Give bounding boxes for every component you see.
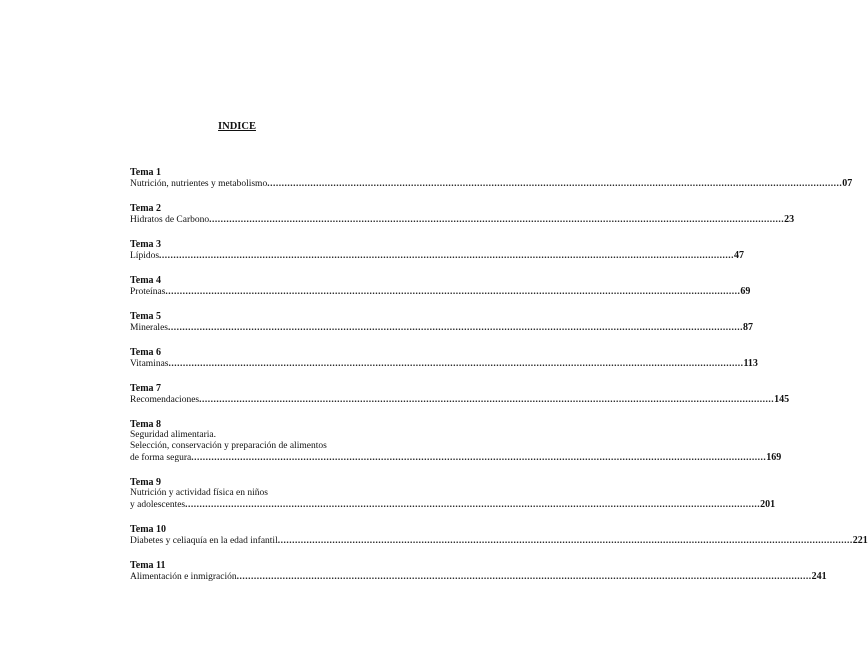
- toc-entry-tema-11: [130, 560, 827, 583]
- toc-line: [130, 571, 827, 583]
- toc-entry-title: Minerales: [130, 323, 168, 333]
- dot-leader: ........................................................................................................................................................................................................: [191, 453, 767, 463]
- page-number: 69: [740, 286, 751, 297]
- toc-line: [130, 499, 776, 511]
- dot-leader: ........................................................................................................................................................................................................: [159, 251, 735, 261]
- dot-leader: ........................................................................................................................................................................................................: [267, 179, 843, 189]
- toc-entry-title: Recomendaciones: [130, 395, 200, 405]
- dot-leader: ........................................................................................................................................................................................................: [236, 572, 812, 582]
- toc-entry-title: Diabetes y celiaquía en la edad infantil: [130, 536, 278, 546]
- tema-heading: Tema 7: [130, 383, 162, 394]
- toc-entry-tema-5: [130, 311, 753, 334]
- tema-heading: Tema 5: [130, 311, 162, 322]
- dot-leader: ........................................................................................................................................................................................................: [185, 500, 761, 510]
- toc-entry-tema-7: [130, 383, 790, 406]
- toc-line: [130, 214, 795, 226]
- tema-heading: Tema 3: [130, 239, 162, 250]
- toc-line: [130, 286, 751, 298]
- tema-heading: Tema 11: [130, 560, 166, 571]
- tema-heading: Tema 6: [130, 347, 162, 358]
- toc-entry-tema-3: [130, 239, 745, 262]
- toc-entry-subtitle: Seguridad alimentaria.: [130, 430, 216, 440]
- dot-leader: ........................................................................................................................................................................................................: [199, 395, 775, 405]
- dot-leader: ........................................................................................................................................................................................................: [277, 536, 853, 546]
- page-number: 47: [734, 250, 745, 261]
- dot-leader: ........................................................................................................................................................................................................: [168, 323, 743, 333]
- toc-entry-title: y adolescentes: [130, 500, 186, 510]
- toc-entry-subtitle: Nutrición y actividad física en niños: [130, 488, 268, 498]
- table-of-contents: [130, 167, 868, 596]
- page-number: 87: [743, 322, 753, 333]
- toc-entry-title: Proteínas: [130, 287, 166, 297]
- page-number: 113: [743, 358, 758, 369]
- toc-entry-title: de forma segura: [130, 453, 192, 463]
- dot-leader: ........................................................................................................................................................................................................: [168, 359, 744, 369]
- page-number: 201: [760, 499, 776, 510]
- tema-heading: Tema 10: [130, 524, 167, 535]
- toc-entry-title: Hidratos de Carbono: [130, 215, 210, 225]
- toc-entry-tema-8: [130, 419, 782, 464]
- page-number: 221: [852, 535, 868, 546]
- tema-heading: Tema 1: [130, 167, 162, 178]
- page-number: 145: [774, 394, 790, 405]
- toc-entry-subtitle: Selección, conservación y preparación de alimentos: [130, 441, 327, 451]
- dot-leader: ........................................................................................................................................................................................................: [165, 287, 741, 297]
- page-number: 241: [811, 571, 827, 582]
- toc-line: [130, 322, 753, 334]
- toc-entry-tema-6: [130, 347, 758, 370]
- toc-entry-tema-1: [130, 167, 853, 190]
- page-title: INDICE: [218, 121, 256, 132]
- tema-heading: Tema 9: [130, 477, 162, 488]
- toc-entry-title: Vitaminas: [130, 359, 169, 369]
- page-number: 07: [842, 178, 853, 189]
- toc-line: [130, 178, 853, 190]
- toc-entry-tema-4: [130, 275, 751, 298]
- toc-entry-tema-2: [130, 203, 795, 226]
- tema-heading: Tema 4: [130, 275, 162, 286]
- tema-heading: Tema 8: [130, 419, 162, 430]
- toc-entry-tema-10: [130, 524, 868, 547]
- toc-entry-title: Nutrición, nutrientes y metabolismo: [130, 179, 268, 189]
- toc-entry-tema-9: [130, 477, 776, 511]
- dot-leader: ........................................................................................................................................................................................................: [209, 215, 785, 225]
- toc-line: [130, 452, 782, 464]
- toc-line: [130, 250, 745, 262]
- toc-entry-title: Lípidos: [130, 251, 160, 261]
- tema-heading: Tema 2: [130, 203, 162, 214]
- page-number: 169: [766, 452, 782, 463]
- page-number: 23: [784, 214, 795, 225]
- toc-entry-title: Alimentación e inmigración: [130, 572, 237, 582]
- toc-line: [130, 358, 758, 370]
- toc-line: [130, 535, 868, 547]
- toc-line: [130, 394, 790, 406]
